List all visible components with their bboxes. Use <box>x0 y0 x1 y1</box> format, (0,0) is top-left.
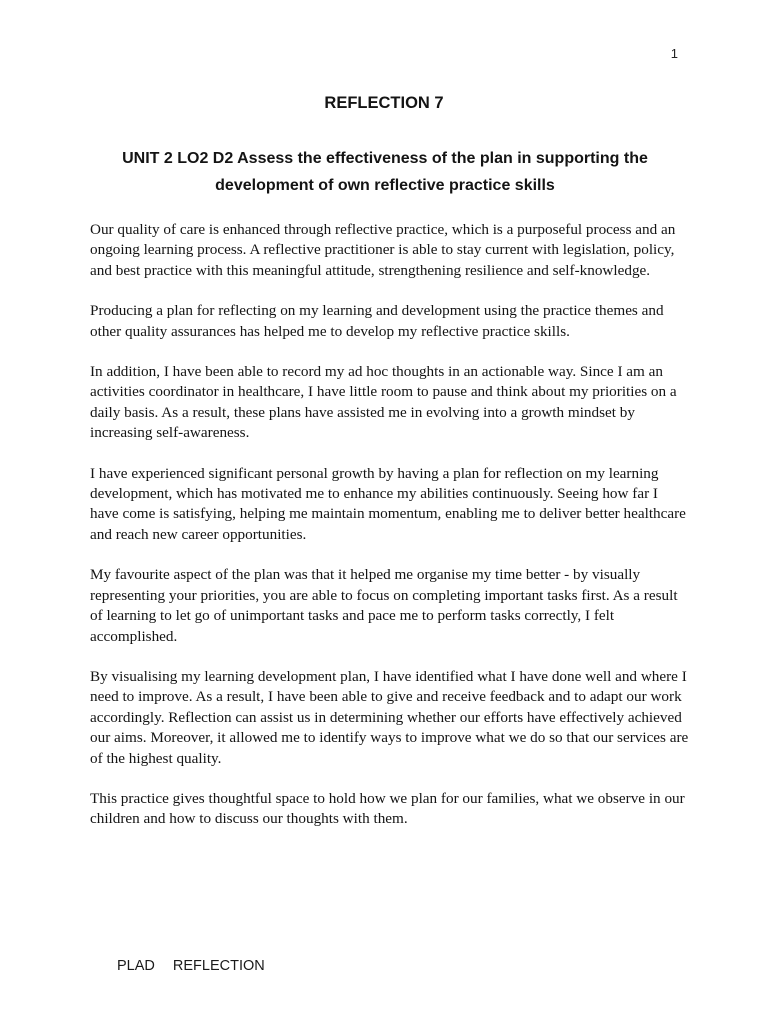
footer-label-left: PLAD <box>117 958 155 974</box>
paragraph: I have experienced significant personal growth by having a plan for reflection on my learning development, which has motivated me to enhance my abilities continuously. Seeing how far I have come is satisfying, helping me maintain momentum, enabling me to deliver better healthcare and reach new career opportunities. <box>90 464 686 543</box>
paragraph: My favourite aspect of the plan was that it helped me organise my time better - by visually representing your priorities, you are able to focus on completing important tasks first. As a result of learning to let go of unimportant tasks and pace me to perform tasks correctly, I felt accomplished. <box>90 566 678 645</box>
paragraph: Our quality of care is enhanced through reflective practice, which is a purposeful process and an ongoing learning process. A reflective practitioner is able to stay current with legislation, policy, and best practice with this meaningful attitude, strengthening resilience and self-knowledge. <box>90 221 676 279</box>
paragraph: Producing a plan for reflecting on my learning and development using the practice themes and other quality assurances has helped me to develop my reflective practice skills. <box>90 302 664 340</box>
page-footer <box>117 958 265 974</box>
paragraph: By visualising my learning development plan, I have identified what I have done well and where I need to improve. As a result, I have been able to give and receive feedback and to adapt our work accordingly. Reflection can assist us in determining whether our efforts have effectively achieved our aims. Moreover, it allowed me to identify ways to improve what we do so that our services are of the highest quality. <box>90 667 689 767</box>
paragraph: In addition, I have been able to record my ad hoc thoughts in an actionable way. Since I am an activities coordinator in healthcare, I have little room to pause and think about my priorities on a daily basis. As a result, these plans have assisted me in evolving into a growth mindset by increasing self-awareness. <box>90 363 677 442</box>
document-subtitle: UNIT 2 LO2 D2 Assess the effectiveness of the plan in supporting the development of own reflective practice skills <box>122 150 648 194</box>
footer-label-right: REFLECTION <box>172 958 265 974</box>
page-number: 1 <box>670 46 678 61</box>
document-body <box>90 220 690 850</box>
paragraph: This practice gives thoughtful space to hold how we plan for our families, what we observe in our children and how to discuss our thoughts with them. <box>90 789 685 828</box>
document-title: REFLECTION 7 <box>324 94 444 112</box>
